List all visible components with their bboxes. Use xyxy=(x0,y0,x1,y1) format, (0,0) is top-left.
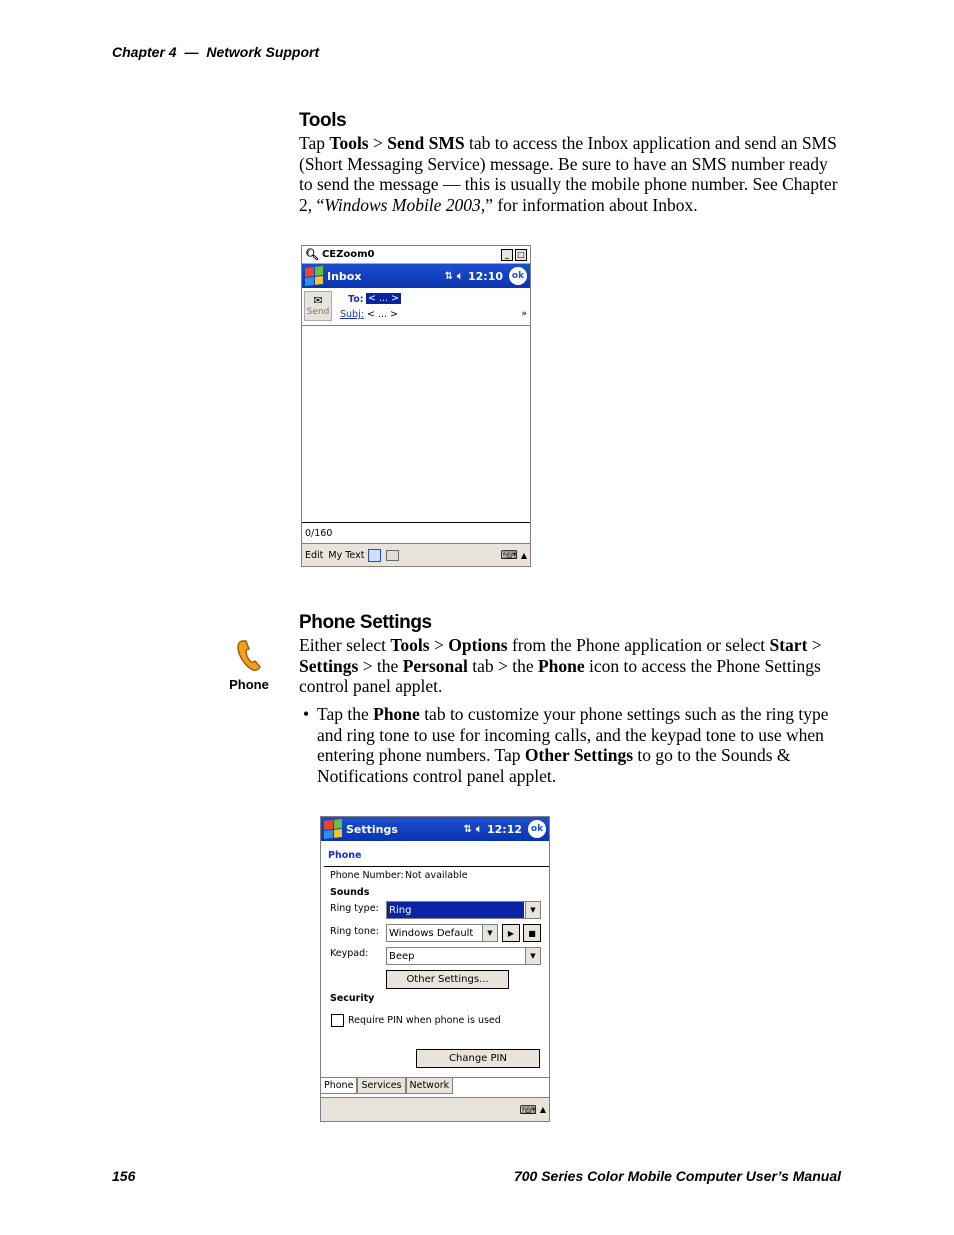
ring-tone-select[interactable] xyxy=(386,924,498,942)
clock[interactable]: 12:12 xyxy=(486,822,522,836)
keypad-label: Keypad: xyxy=(330,948,369,959)
subj-label: Subj: xyxy=(340,309,364,320)
text-run: Personal xyxy=(402,655,468,676)
inbox-menubar xyxy=(302,543,530,566)
play-button[interactable] xyxy=(502,924,520,942)
cezoom-titlebar xyxy=(302,246,530,264)
text-run: > the xyxy=(358,655,403,676)
text-run: > xyxy=(429,635,449,655)
header-dash: — xyxy=(184,44,199,60)
chapter-label: Chapter 4 xyxy=(112,44,177,60)
change-pin-button[interactable]: Change PIN xyxy=(416,1049,540,1068)
settings-navbar xyxy=(321,817,549,841)
magnifier-icon: 🔍︎ xyxy=(305,248,319,261)
require-pin-label: Require PIN when phone is used xyxy=(348,1015,501,1026)
phone-icon-margin xyxy=(226,638,272,692)
ok-button[interactable]: ok xyxy=(509,267,527,285)
ring-type-select[interactable] xyxy=(386,901,541,919)
sounds-heading: Sounds xyxy=(330,887,370,898)
speaker-icon[interactable]: 🔈︎ xyxy=(475,823,482,835)
phone-handset-icon xyxy=(236,638,262,672)
tab-services[interactable]: Services xyxy=(357,1078,405,1094)
running-header xyxy=(112,44,319,60)
tab-phone[interactable]: Phone xyxy=(321,1078,357,1094)
settings-tabs xyxy=(321,1077,549,1094)
minimize-button[interactable]: _ xyxy=(501,249,513,261)
ring-type-label: Ring type: xyxy=(330,903,379,914)
manual-title: 700 Series Color Mobile Computer User’s Manual xyxy=(513,1168,841,1184)
text-run: tab to customize your phone settings such as the ring type and ring tone to use for incoming calls, and the keypad tone to use when entering phone numbers. Tap xyxy=(317,704,829,765)
text-run: Phone xyxy=(537,655,585,676)
envelope-icon: ✉︎ xyxy=(313,294,323,307)
send-button[interactable] xyxy=(304,291,332,321)
phone-icon-label: Phone xyxy=(229,677,269,692)
connectivity-icon[interactable]: ⇅ xyxy=(444,270,453,282)
keypad-value: Beep xyxy=(389,950,415,962)
keyboard-icon[interactable]: ⌨︎ xyxy=(500,548,518,562)
maximize-button[interactable]: □ xyxy=(515,249,527,261)
inbox-navbar xyxy=(302,264,530,288)
app-title: Inbox xyxy=(327,269,362,283)
divider xyxy=(324,866,549,867)
text-run: Tools xyxy=(329,133,369,153)
text-run: icon to access the Phone Settings control panel applet. xyxy=(299,655,821,696)
text-run: Other Settings xyxy=(524,745,633,765)
ok-button[interactable]: ok xyxy=(528,820,546,838)
start-flag-icon[interactable] xyxy=(324,819,342,839)
ring-tone-value: Windows Default xyxy=(389,927,474,939)
settings-screenshot xyxy=(320,816,550,1122)
text-run: Phone xyxy=(373,704,420,724)
connectivity-icon[interactable]: ⇅ xyxy=(463,823,472,835)
message-body[interactable] xyxy=(302,326,530,522)
text-run: Options xyxy=(448,635,508,655)
chevron-down-icon[interactable]: ▼ xyxy=(482,925,497,941)
inbox-screenshot xyxy=(301,245,531,567)
page-number: 156 xyxy=(112,1168,136,1184)
other-settings-button[interactable]: Other Settings... xyxy=(386,970,509,989)
phone-number-value: Not available xyxy=(405,870,468,881)
ring-type-value: Ring xyxy=(387,902,524,918)
counter-text: 0/160 xyxy=(305,527,333,539)
chevron-down-icon[interactable]: ▼ xyxy=(525,902,540,918)
keypad-select[interactable] xyxy=(386,947,541,965)
text-run: Windows Mobile 2003 xyxy=(324,194,481,215)
chevron-down-icon[interactable]: ▼ xyxy=(525,948,540,964)
text-run: Tools xyxy=(390,635,430,655)
menu-edit[interactable]: Edit xyxy=(305,549,324,561)
text-run: Send SMS xyxy=(387,133,465,153)
subj-field[interactable]: < ... > xyxy=(367,309,399,320)
security-heading: Security xyxy=(330,993,375,1004)
window-title: CEZoom0 xyxy=(321,249,375,260)
section-label: Network Support xyxy=(206,44,320,60)
send-label: Send xyxy=(306,307,330,317)
text-run: > xyxy=(368,133,388,153)
text-run: Tap xyxy=(299,133,330,153)
settings-menubar xyxy=(321,1097,549,1121)
stop-button[interactable] xyxy=(523,924,541,942)
text-run: > xyxy=(807,635,822,655)
expand-chevron-icon[interactable]: » xyxy=(521,309,527,319)
contacts-icon[interactable] xyxy=(368,549,381,562)
keyboard-icon[interactable]: ⌨︎ xyxy=(519,1102,537,1117)
text-run: to go to the Sounds & Notifications control panel applet. xyxy=(317,745,791,786)
text-run: from the Phone application or select xyxy=(507,635,770,655)
text-run: Start xyxy=(769,635,808,655)
tab-network[interactable]: Network xyxy=(406,1078,454,1094)
text-run: Tap the xyxy=(317,704,374,724)
attach-icon[interactable] xyxy=(386,550,399,561)
require-pin-checkbox[interactable] xyxy=(331,1014,344,1027)
app-title: Settings xyxy=(346,822,398,836)
bullet-paragraph xyxy=(317,704,842,786)
text-run: ,” for information about Inbox. xyxy=(480,194,698,215)
text-run: Settings xyxy=(299,655,359,676)
speaker-icon[interactable]: 🔈︎ xyxy=(456,270,463,282)
compose-header xyxy=(302,288,530,326)
ring-tone-label: Ring tone: xyxy=(330,926,379,937)
tools-paragraph xyxy=(299,133,844,215)
phone-settings-paragraph xyxy=(299,635,844,697)
bullet-marker: • xyxy=(303,704,310,724)
settings-body xyxy=(321,841,549,1097)
settings-section-title: Phone xyxy=(328,850,362,861)
phone-settings-heading: Phone Settings xyxy=(299,612,432,633)
text-run: tab > the xyxy=(467,655,538,676)
sip-arrow-icon[interactable]: ▲ xyxy=(520,550,527,560)
stop-icon: ■ xyxy=(528,928,536,938)
tools-heading: Tools xyxy=(299,110,347,131)
char-counter xyxy=(302,522,530,543)
to-label: To: xyxy=(348,294,364,305)
start-flag-icon[interactable] xyxy=(305,266,323,286)
text-run: Either select xyxy=(299,635,391,655)
clock[interactable]: 12:10 xyxy=(467,269,503,283)
phone-number-label: Phone Number: xyxy=(330,870,404,881)
to-field[interactable]: < ... > xyxy=(368,293,400,304)
menu-mytext[interactable]: My Text xyxy=(328,549,365,561)
sip-arrow-icon[interactable]: ▲ xyxy=(539,1105,546,1114)
play-icon: ▶ xyxy=(507,928,515,938)
text-run: tab to access the Inbox application and send an SMS (Short Messaging Service) message. Be sure to have an SMS number ready to send the message — this is usually the mobile phone number. See Chapter 2, “ xyxy=(299,133,838,215)
